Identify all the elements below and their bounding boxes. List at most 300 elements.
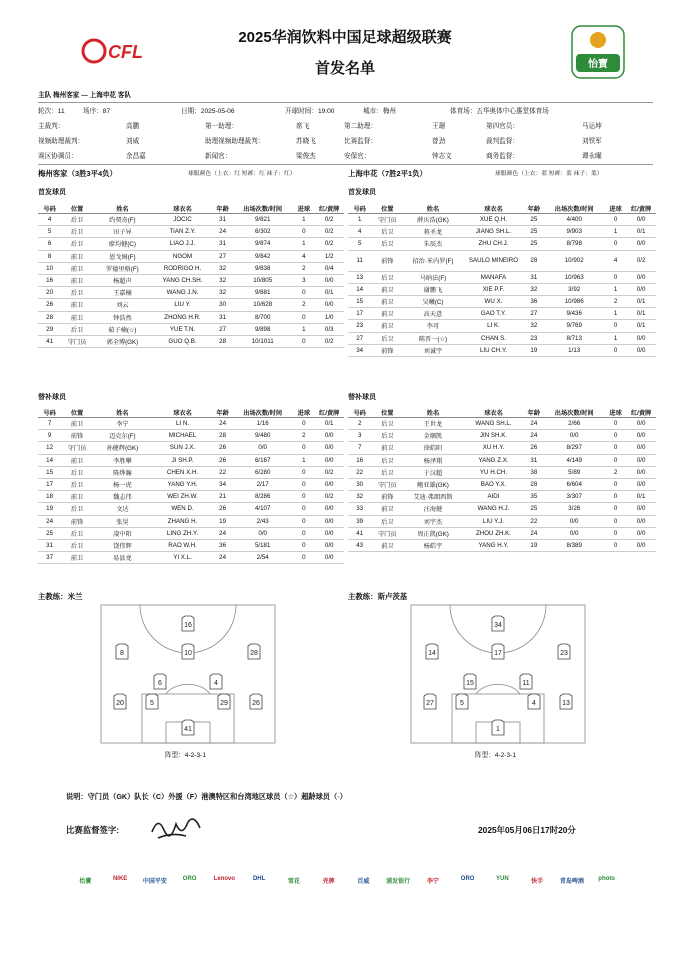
player-cell: 8/798 xyxy=(543,238,605,250)
player-cell: 0/0 xyxy=(314,515,344,527)
player-cell: 0/1 xyxy=(626,320,656,332)
jersey-number: 34 xyxy=(494,622,502,629)
player-cell: 0/1 xyxy=(314,418,344,430)
player-marker xyxy=(520,674,532,689)
player-row xyxy=(348,226,656,238)
player-row xyxy=(38,527,344,539)
player-cell: LI K. xyxy=(463,320,525,332)
player-cell: 8/389 xyxy=(543,539,605,551)
player-cell: 0/0 xyxy=(626,332,656,344)
player-marker xyxy=(492,644,504,659)
jersey-number: 4 xyxy=(214,680,218,687)
jersey-number: 5 xyxy=(150,700,154,707)
home-subs-table xyxy=(38,407,344,564)
player-cell: 0 xyxy=(293,491,314,503)
player-cell: 0 xyxy=(605,442,626,454)
player-row xyxy=(348,238,656,250)
player-cell: 9/881 xyxy=(232,287,293,299)
player-marker xyxy=(114,694,126,709)
player-cell: 27 xyxy=(213,250,232,262)
player-cell: 郭全博(GK) xyxy=(93,335,152,347)
sponsor-logo: 浦发银行 xyxy=(386,879,411,885)
player-row xyxy=(348,320,656,332)
player-row xyxy=(38,299,344,311)
player-row xyxy=(348,454,656,466)
player-cell: ZHU CH.J. xyxy=(463,238,525,250)
player-cell: GAO T.Y. xyxy=(463,308,525,320)
player-cell: 0 xyxy=(605,454,626,466)
player-cell: 前卫 xyxy=(371,308,403,320)
player-row xyxy=(348,308,656,320)
column-header: 出场次数/时间 xyxy=(232,203,293,214)
column-header: 姓名 xyxy=(403,203,462,214)
player-cell: 26 xyxy=(524,442,543,454)
player-cell: 0 xyxy=(293,442,314,454)
sponsor-logo: 壳牌 xyxy=(322,879,335,885)
player-cell: 9/838 xyxy=(232,262,293,274)
player-cell: 0/0 xyxy=(626,271,656,283)
player-cell: 周正凯(GK) xyxy=(403,527,462,539)
player-cell: 28 xyxy=(38,311,61,323)
player-marker xyxy=(456,694,468,709)
player-cell: 0/0 xyxy=(626,454,656,466)
column-header: 红/黄牌 xyxy=(314,203,344,214)
player-row xyxy=(348,332,656,344)
player-cell: 0/2 xyxy=(314,335,344,347)
player-cell: 0/2 xyxy=(626,250,656,271)
jersey-number: 26 xyxy=(252,700,260,707)
player-cell: 0 xyxy=(605,478,626,490)
kickoff: 开球时间：19:00 xyxy=(285,108,335,115)
player-cell: 32 xyxy=(524,320,543,332)
player-cell: 前锋 xyxy=(371,344,403,356)
player-cell: 26 xyxy=(213,442,232,454)
player-cell: 0 xyxy=(605,418,626,430)
player-row xyxy=(38,335,344,347)
away-starters-label: 首发球员 xyxy=(348,189,376,196)
player-cell: 后卫 xyxy=(61,214,93,226)
player-cell: 16 xyxy=(38,274,61,286)
player-row xyxy=(348,430,656,442)
player-cell: YANG CH.SH. xyxy=(152,274,213,286)
player-cell: 19 xyxy=(213,515,232,527)
player-cell: 0/0 xyxy=(626,466,656,478)
player-cell: 0/2 xyxy=(314,214,344,226)
jersey-number: 14 xyxy=(428,650,436,657)
player-cell: 41 xyxy=(38,335,61,347)
player-cell: 0/0 xyxy=(626,527,656,539)
player-marker xyxy=(492,720,504,735)
jersey-number: 20 xyxy=(116,700,124,707)
player-cell: 4/107 xyxy=(232,503,293,515)
player-cell: 陈烨瀚 xyxy=(93,466,152,478)
player-cell: 25 xyxy=(524,214,543,226)
jersey-number: 28 xyxy=(250,650,258,657)
player-cell: 5/89 xyxy=(543,466,605,478)
jersey-number: 8 xyxy=(120,650,124,657)
player-cell: 1/13 xyxy=(543,344,605,356)
column-header: 年龄 xyxy=(213,203,232,214)
sponsor-logo: 百威 xyxy=(357,879,370,885)
jersey-number: 10 xyxy=(184,650,192,657)
player-cell: 6/280 xyxy=(232,466,293,478)
player-cell: 12 xyxy=(38,442,61,454)
player-cell: 王嘉楠 xyxy=(93,287,152,299)
player-cell: 0 xyxy=(293,539,314,551)
player-cell: MICHAEL xyxy=(152,430,213,442)
player-row xyxy=(348,491,656,503)
player-cell: 2 xyxy=(605,295,626,307)
player-cell: 1 xyxy=(605,226,626,238)
player-cell: 0/0 xyxy=(314,527,344,539)
player-cell: 4 xyxy=(38,214,61,226)
player-cell: 31 xyxy=(213,238,232,250)
player-cell: 后卫 xyxy=(61,287,93,299)
player-cell: 24 xyxy=(38,515,61,527)
player-cell: 0 xyxy=(293,527,314,539)
player-cell: 9/903 xyxy=(543,226,605,238)
jersey-number: 23 xyxy=(560,650,568,657)
player-row xyxy=(38,250,344,262)
home-coach-label: 主教练： xyxy=(38,592,68,601)
player-cell: 8 xyxy=(38,250,61,262)
player-cell: 0/2 xyxy=(314,238,344,250)
player-cell: 27 xyxy=(348,332,371,344)
penalty-arc xyxy=(166,684,210,694)
player-cell: 后卫 xyxy=(61,323,93,335)
player-cell: WANG SH.L. xyxy=(463,418,525,430)
player-row xyxy=(38,418,344,430)
player-cell: WEN D. xyxy=(152,503,213,515)
player-cell: JIN SH.K. xyxy=(463,430,525,442)
player-cell: 26 xyxy=(213,454,232,466)
signature-label: 比赛监督签字: xyxy=(66,825,120,835)
player-cell: GUO Q.B. xyxy=(152,335,213,347)
player-cell: 招治·米内罗(F) xyxy=(403,250,462,271)
player-cell: 0/0 xyxy=(232,527,293,539)
player-cell: 6/604 xyxy=(543,478,605,490)
player-cell: 高天意 xyxy=(403,308,462,320)
player-cell: 5 xyxy=(348,238,371,250)
player-cell: MANAFA xyxy=(463,271,525,283)
player-cell: 0/0 xyxy=(543,430,605,442)
sponsor-logo: DHL xyxy=(252,876,266,882)
column-header: 进球 xyxy=(605,203,626,214)
player-cell: 前卫 xyxy=(61,418,93,430)
player-cell: ZHONG H.R. xyxy=(152,311,213,323)
player-cell: 10/1011 xyxy=(232,335,293,347)
player-cell: WU X. xyxy=(463,295,525,307)
player-cell: 0 xyxy=(605,539,626,551)
player-cell: 前卫 xyxy=(371,283,403,295)
player-cell: 0/1 xyxy=(626,295,656,307)
player-cell: 36 xyxy=(524,295,543,307)
round: 轮次：11 xyxy=(38,108,65,115)
player-cell: 25 xyxy=(524,503,543,515)
jersey-number: 27 xyxy=(426,700,434,707)
player-cell: 19 xyxy=(524,539,543,551)
player-cell: 2/43 xyxy=(232,515,293,527)
player-cell: 17 xyxy=(38,478,61,490)
column-header: 球衣名 xyxy=(463,407,525,418)
player-cell: 24 xyxy=(213,418,232,430)
player-cell: 前卫 xyxy=(61,311,93,323)
player-cell: 马纳法(F) xyxy=(403,271,462,283)
away-coach xyxy=(348,592,407,601)
player-cell: 前卫 xyxy=(371,539,403,551)
player-cell: 9/874 xyxy=(232,238,293,250)
player-cell: 后卫 xyxy=(371,332,403,344)
player-row xyxy=(38,503,344,515)
player-cell: 前卫 xyxy=(371,442,403,454)
column-header: 球衣名 xyxy=(152,407,213,418)
player-marker xyxy=(182,616,194,631)
player-cell: 25 xyxy=(524,238,543,250)
player-cell: 0/0 xyxy=(626,418,656,430)
player-cell: 24 xyxy=(213,552,232,564)
player-cell: 后卫 xyxy=(61,466,93,478)
table-header xyxy=(348,407,656,418)
player-marker xyxy=(560,694,572,709)
player-cell: 0/0 xyxy=(626,515,656,527)
player-cell: 前锋 xyxy=(61,515,93,527)
player-cell: 8/713 xyxy=(543,332,605,344)
csl-logo xyxy=(568,24,628,80)
player-cell: 张昊 xyxy=(93,515,152,527)
player-cell: 杨超声 xyxy=(93,274,152,286)
player-cell: 恩戈姆(F) xyxy=(93,250,152,262)
player-cell: LING ZH.Y. xyxy=(152,527,213,539)
player-cell: 约契奇(F) xyxy=(93,214,152,226)
player-marker xyxy=(558,644,570,659)
player-cell: CHEN X.H. xyxy=(152,466,213,478)
player-cell: 0/2 xyxy=(314,226,344,238)
player-row xyxy=(38,466,344,478)
jersey-number: 17 xyxy=(494,650,502,657)
player-cell: 2/54 xyxy=(232,552,293,564)
player-cell: 后卫 xyxy=(61,527,93,539)
player-cell: 0/0 xyxy=(626,344,656,356)
player-cell: 26 xyxy=(38,299,61,311)
player-cell: WANG J.N. xyxy=(152,287,213,299)
jersey-number: 1 xyxy=(496,726,500,733)
player-cell: 31 xyxy=(213,311,232,323)
player-cell: 0/0 xyxy=(626,238,656,250)
player-row xyxy=(348,283,656,295)
away-kit-colors: 球服颜色（上衣：蓝 短裤：蓝 袜子：蓝） xyxy=(495,171,603,177)
player-cell: 艾迪·弗朗西斯 xyxy=(403,491,462,503)
sponsor-logo: Lenovo xyxy=(213,876,236,882)
home-subs-label: 替补球员 xyxy=(38,394,66,401)
sponsor-logo: 快手 xyxy=(531,879,544,885)
player-cell: 易县龙 xyxy=(93,552,152,564)
player-cell: 前卫 xyxy=(61,299,93,311)
player-cell: 8/700 xyxy=(232,311,293,323)
player-cell: 1 xyxy=(605,308,626,320)
player-cell: 9/898 xyxy=(232,323,293,335)
city: 城市：梅州 xyxy=(363,108,396,115)
player-cell: 后卫 xyxy=(371,271,403,283)
player-cell: 9/436 xyxy=(543,308,605,320)
player-row xyxy=(348,344,656,356)
player-row xyxy=(348,250,656,271)
player-marker xyxy=(248,644,260,659)
sponsor-logo: 怡寶 xyxy=(79,879,92,885)
column-header: 进球 xyxy=(605,407,626,418)
player-row xyxy=(38,552,344,564)
player-cell: 魏志伟 xyxy=(93,491,152,503)
player-cell: 11 xyxy=(348,250,371,271)
player-cell: 杨泽翔 xyxy=(403,454,462,466)
jersey-number: 16 xyxy=(184,622,192,629)
player-cell: 0/1 xyxy=(626,226,656,238)
player-cell: YI X.L. xyxy=(152,552,213,564)
player-row xyxy=(38,214,344,226)
column-header: 出场次数/时间 xyxy=(543,203,605,214)
column-header: 出场次数/时间 xyxy=(232,407,293,418)
player-cell: 10/902 xyxy=(543,250,605,271)
player-cell: 前锋 xyxy=(371,491,403,503)
player-cell: 32 xyxy=(213,274,232,286)
table-header xyxy=(38,407,344,418)
player-cell: 刘诚宇 xyxy=(403,344,462,356)
player-row xyxy=(38,238,344,250)
player-row xyxy=(348,214,656,226)
player-cell: LIU CH.Y. xyxy=(463,344,525,356)
column-header: 进球 xyxy=(293,203,314,214)
column-header: 球衣名 xyxy=(463,203,525,214)
player-cell: 22 xyxy=(348,466,371,478)
player-cell: 后卫 xyxy=(61,238,93,250)
player-cell: 6/302 xyxy=(232,226,293,238)
player-cell: 0 xyxy=(293,552,314,564)
jersey-number: 6 xyxy=(158,680,162,687)
player-cell: 2 xyxy=(605,466,626,478)
player-cell: 1/16 xyxy=(232,418,293,430)
player-cell: 谢鹏飞 xyxy=(403,283,462,295)
player-cell: 前锋 xyxy=(61,430,93,442)
player-cell: 0 xyxy=(293,478,314,490)
player-cell: 后卫 xyxy=(61,503,93,515)
player-row xyxy=(348,442,656,454)
home-starters-table xyxy=(38,203,344,348)
player-cell: 23 xyxy=(524,332,543,344)
player-cell: 8/297 xyxy=(543,442,605,454)
player-cell: 1 xyxy=(293,454,314,466)
player-cell: LIU Y. xyxy=(152,299,213,311)
player-cell: 汪海健 xyxy=(403,503,462,515)
player-cell: 33 xyxy=(348,503,371,515)
column-header: 进球 xyxy=(293,407,314,418)
player-cell: 后卫 xyxy=(371,238,403,250)
jersey-number: 13 xyxy=(562,700,570,707)
player-cell: 24 xyxy=(524,418,543,430)
player-row xyxy=(38,274,344,286)
player-cell: 32 xyxy=(213,287,232,299)
player-cell: 后卫 xyxy=(61,539,93,551)
player-cell: 0/0 xyxy=(314,274,344,286)
player-cell: 1 xyxy=(293,238,314,250)
player-cell: YANG Z.X. xyxy=(463,454,525,466)
player-cell: 25 xyxy=(524,226,543,238)
player-cell: 9/769 xyxy=(543,320,605,332)
player-cell: 0 xyxy=(293,226,314,238)
away-subs-table xyxy=(348,407,656,552)
column-header: 位置 xyxy=(371,203,403,214)
home-formation-pitch xyxy=(100,604,276,744)
player-cell: 17 xyxy=(348,308,371,320)
player-cell: 饶伟辉 xyxy=(93,539,152,551)
player-marker xyxy=(426,644,438,659)
player-row xyxy=(38,539,344,551)
player-cell: LIU Y.J. xyxy=(463,515,525,527)
player-cell: 吴曦(C) xyxy=(403,295,462,307)
player-cell: XUE Q.H. xyxy=(463,214,525,226)
player-cell: 34 xyxy=(213,478,232,490)
player-cell: 前卫 xyxy=(61,262,93,274)
player-cell: 24 xyxy=(524,430,543,442)
player-cell: 0/0 xyxy=(314,552,344,564)
column-header: 红/黄牌 xyxy=(626,203,656,214)
player-row xyxy=(38,478,344,490)
teams-line: 主队 梅州客家 — 上海申花 客队 xyxy=(38,92,132,99)
player-cell: 4 xyxy=(293,250,314,262)
player-cell: 1/2 xyxy=(314,250,344,262)
home-starters-label: 首发球员 xyxy=(38,189,66,196)
player-cell: NGOM xyxy=(152,250,213,262)
player-cell: 9/821 xyxy=(232,214,293,226)
player-marker xyxy=(424,694,436,709)
player-row xyxy=(38,430,344,442)
jersey-number: 41 xyxy=(184,726,192,733)
column-header: 位置 xyxy=(61,203,93,214)
player-cell: 前卫 xyxy=(61,274,93,286)
player-cell: 28 xyxy=(213,335,232,347)
player-cell: 9 xyxy=(38,430,61,442)
player-cell: 0 xyxy=(293,311,314,323)
player-marker xyxy=(218,694,230,709)
player-cell: 蒋圣龙 xyxy=(403,226,462,238)
player-cell: ZHOU ZH.K. xyxy=(463,527,525,539)
home-coach xyxy=(38,592,82,601)
home-team-name: 梅州客家（3胜3平4负） xyxy=(38,169,117,178)
player-cell: 0 xyxy=(605,238,626,250)
player-cell: 30 xyxy=(213,299,232,311)
player-cell: 金顺凯 xyxy=(403,430,462,442)
jersey-number: 5 xyxy=(460,700,464,707)
player-cell: 26 xyxy=(213,503,232,515)
player-row xyxy=(38,262,344,274)
player-cell: 16 xyxy=(348,454,371,466)
column-header: 红/黄牌 xyxy=(626,407,656,418)
player-cell: 31 xyxy=(38,539,61,551)
player-cell: 22 xyxy=(524,515,543,527)
player-cell: 24 xyxy=(524,527,543,539)
sponsor-logo: ORO xyxy=(460,876,475,882)
player-cell: 0/0 xyxy=(626,539,656,551)
away-starters-table xyxy=(348,203,656,357)
player-cell: 王世龙 xyxy=(403,418,462,430)
player-cell: 10/628 xyxy=(232,299,293,311)
player-row xyxy=(38,454,344,466)
player-cell: 杨皓宇 xyxy=(403,539,462,551)
player-cell: 4/400 xyxy=(543,214,605,226)
player-marker xyxy=(210,674,222,689)
player-cell: 29 xyxy=(38,323,61,335)
column-header: 年龄 xyxy=(213,407,232,418)
jersey-number: 15 xyxy=(466,680,474,687)
player-cell: 0/4 xyxy=(314,262,344,274)
